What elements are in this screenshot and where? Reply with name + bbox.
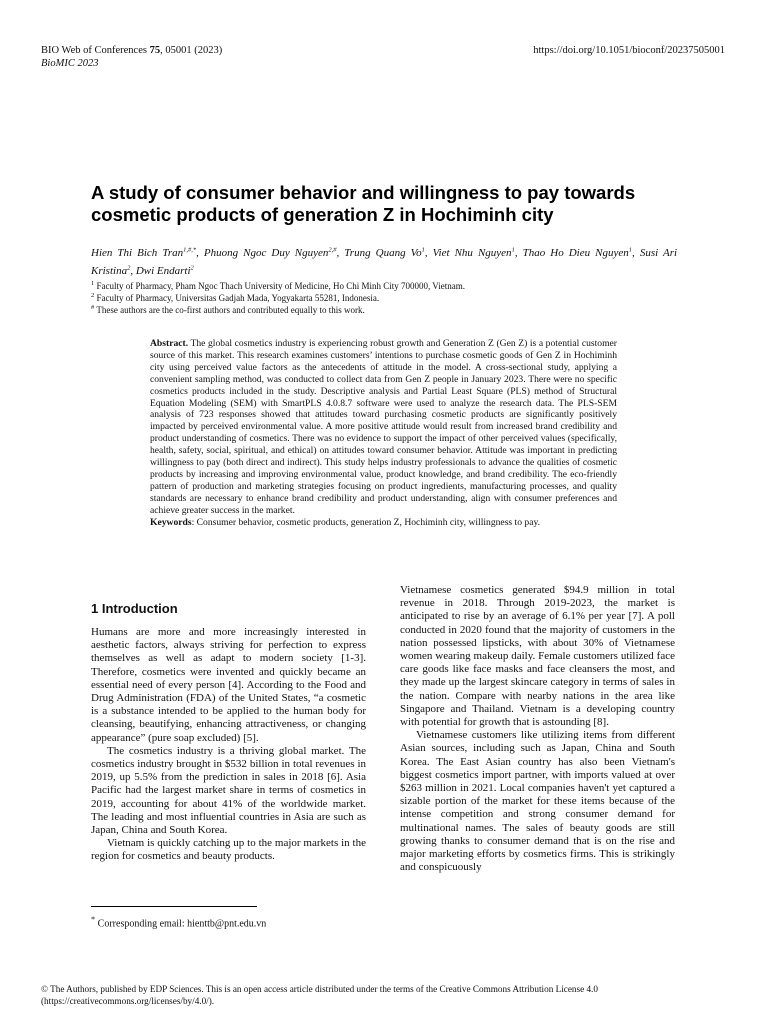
- affiliation: $^2$ Faculty of Pharmacy, Universitas Gadjah Mada, Yogyakarta 55281, Indonesia.: [91, 292, 380, 303]
- abstract: [150, 338, 617, 529]
- paragraph: Vietnamese cosmetics generated $94.9 million in total revenue in 2018. Through 2019-2023, the market is anticipated to rise by an average of 6.1% per year [7]. A poll conducted in 2020 found that the majority of customers in the nation possessed lipsticks, with about 30% of Vietnamese women wearing makeup daily. Female customers utilized face care goods like face masks and face cleansers the most, and they made up the largest skincare category in terms of sales in the nation. Compare with nearby nations in the area like Singapore and Thailand. Vietnam is a developing country with potential for growth that is astounding [8].: [400, 584, 675, 729]
- body-column-left: [91, 626, 366, 864]
- running-header-left: [41, 44, 222, 70]
- body-column-right: [400, 584, 675, 874]
- keywords: Keywords: Consumer behavior, cosmetic products, generation Z, Hochiminh city, willingness to pay.: [150, 516, 541, 528]
- paragraph: Humans are more and more increasingly interested in aesthetic factors, always striving for perfection to express themselves as well as adapt to modern society [1-3]. Therefore, cosmetics were invented and quickly became an essential need of every person [4]. According to the Food and Drug Administration (FDA) of the United States, “a cosmetic is a substance intended to be applied to the human body for cleansing, beautifying, enhancing attractiveness, or changing appearance” (pure soap excluded) [5].: [91, 626, 366, 744]
- author: Susi Ari Kristina$^2$,: [91, 246, 678, 278]
- conference-name: BioMIC 2023: [41, 58, 99, 69]
- author: Dwi Endarti$^2$: [135, 264, 194, 278]
- author: Thao Ho Dieu Nguyen$^1$,: [522, 246, 640, 259]
- author: Trung Quang Vo$^1$,: [344, 246, 433, 259]
- affiliation: $^1$ Faculty of Pharmacy, Pham Ngoc Thach University of Medicine, Ho Chi Minh City 700000, Vietnam.: [91, 280, 465, 291]
- section-heading: 1 Introduction: [91, 601, 178, 616]
- affiliation: # These authors are the co-first authors and contributed equally to this work.: [91, 304, 365, 315]
- author: Hien Thi Bich Tran$^{1,\#,*}$,: [91, 246, 204, 259]
- author: Phuong Ngoc Duy Nguyen$^{2,\#}$,: [203, 246, 345, 259]
- paragraph: The cosmetics industry is a thriving global market. The cosmetics industry brought in $532 billion in total revenues in 2019, up 5.5% from the prediction in sales in 2018 [6]. Asia Pacific had the largest market share in terms of cosmetics in 2019, accounting for about 41% of the worldwide market. The leading and most influential countries in Asia are such as Japan, China and South Korea.: [91, 744, 366, 837]
- paragraph: Vietnamese customers like utilizing items from different Asian sources, including such as Japan, China and South Korea. The East Asian country has also been Vietnam's biggest cosmetics import partner, with imports valued at over $263 million in 2021. Local companies haven't yet captured a sizable portion of the market for these items because of the intense competition and strong consumer demand for multinational names. The sales of beauty goods are still growing thanks to consumer demand that is on the rise and major marketing efforts by cosmetics firms. This is strikingly and conspicuously: [400, 729, 675, 874]
- abstract-text: Abstract. The global cosmetics industry is experiencing robust growth and Generation Z (Gen Z) is a potential customer source of this market. This research examines customers’ intentions to purchase cosmetic goods of Gen Z in Hochiminh city using perceived value factors as the antecedents of attitude in the model. A cross-sectional study, applying a convenient sampling method, was conducted to collect data from Gen Z people in January 2023. There were no specific cosmetics products included in the study. Descriptive analysis and Partial Least Square (PLS) method of Structural Equation Modeling (SEM) with SmartPLS 4.0.8.7 software were used to analyze the research data. The PLS-SEM analysis of 723 responses showed that attitudes toward purchasing cosmetic products are significantly positively impacted by perceived environmental value. A more positive attitude would result from increased brand credibility and product understanding of cosmetics. There was no evidence to support the impact of other perceived values (specifically, health, safety, social, spiritual, and ethical) on attitudes toward consumer behavior. Attitude was important in predicting willingness to pay (both direct and indirect). This study helps industry professionals to advance the qualities of cosmetic products by increasing and improving environmental value, product knowledge, and brand credibility. The eco-friendly pattern of production and marketing strategies focusing on product ingredients, manufacturing processes, and quality standards are necessary to enhance brand credibility and product understanding, align with consumer preferences and achieve greater success in the market.: [150, 338, 617, 516]
- license-statement: © The Authors, published by EDP Sciences. This is an open access article distributed under the terms of the Creative Commons Attribution License 4.0 (https://creativecommons.org/licenses/by/4.0/).: [41, 984, 598, 1006]
- doi-link[interactable]: https://doi.org/10.1051/bioconf/20237505001: [533, 45, 725, 56]
- footnote-rule: [91, 906, 257, 907]
- paragraph: Vietnam is quickly catching up to the major markets in the region for cosmetics and beauty products.: [91, 837, 366, 863]
- author: Viet Nhu Nguyen$^1$,: [432, 246, 523, 259]
- paper-title: A study of consumer behavior and willingness to pay towards cosmetic products of generation Z in Hochiminh city: [91, 182, 636, 225]
- corresponding-footnote: * Corresponding email: hienttb@pnt.edu.vn: [91, 915, 267, 930]
- journal-citation: BIO Web of Conferences 75, 05001 (2023): [41, 45, 223, 56]
- author-list: [91, 242, 677, 279]
